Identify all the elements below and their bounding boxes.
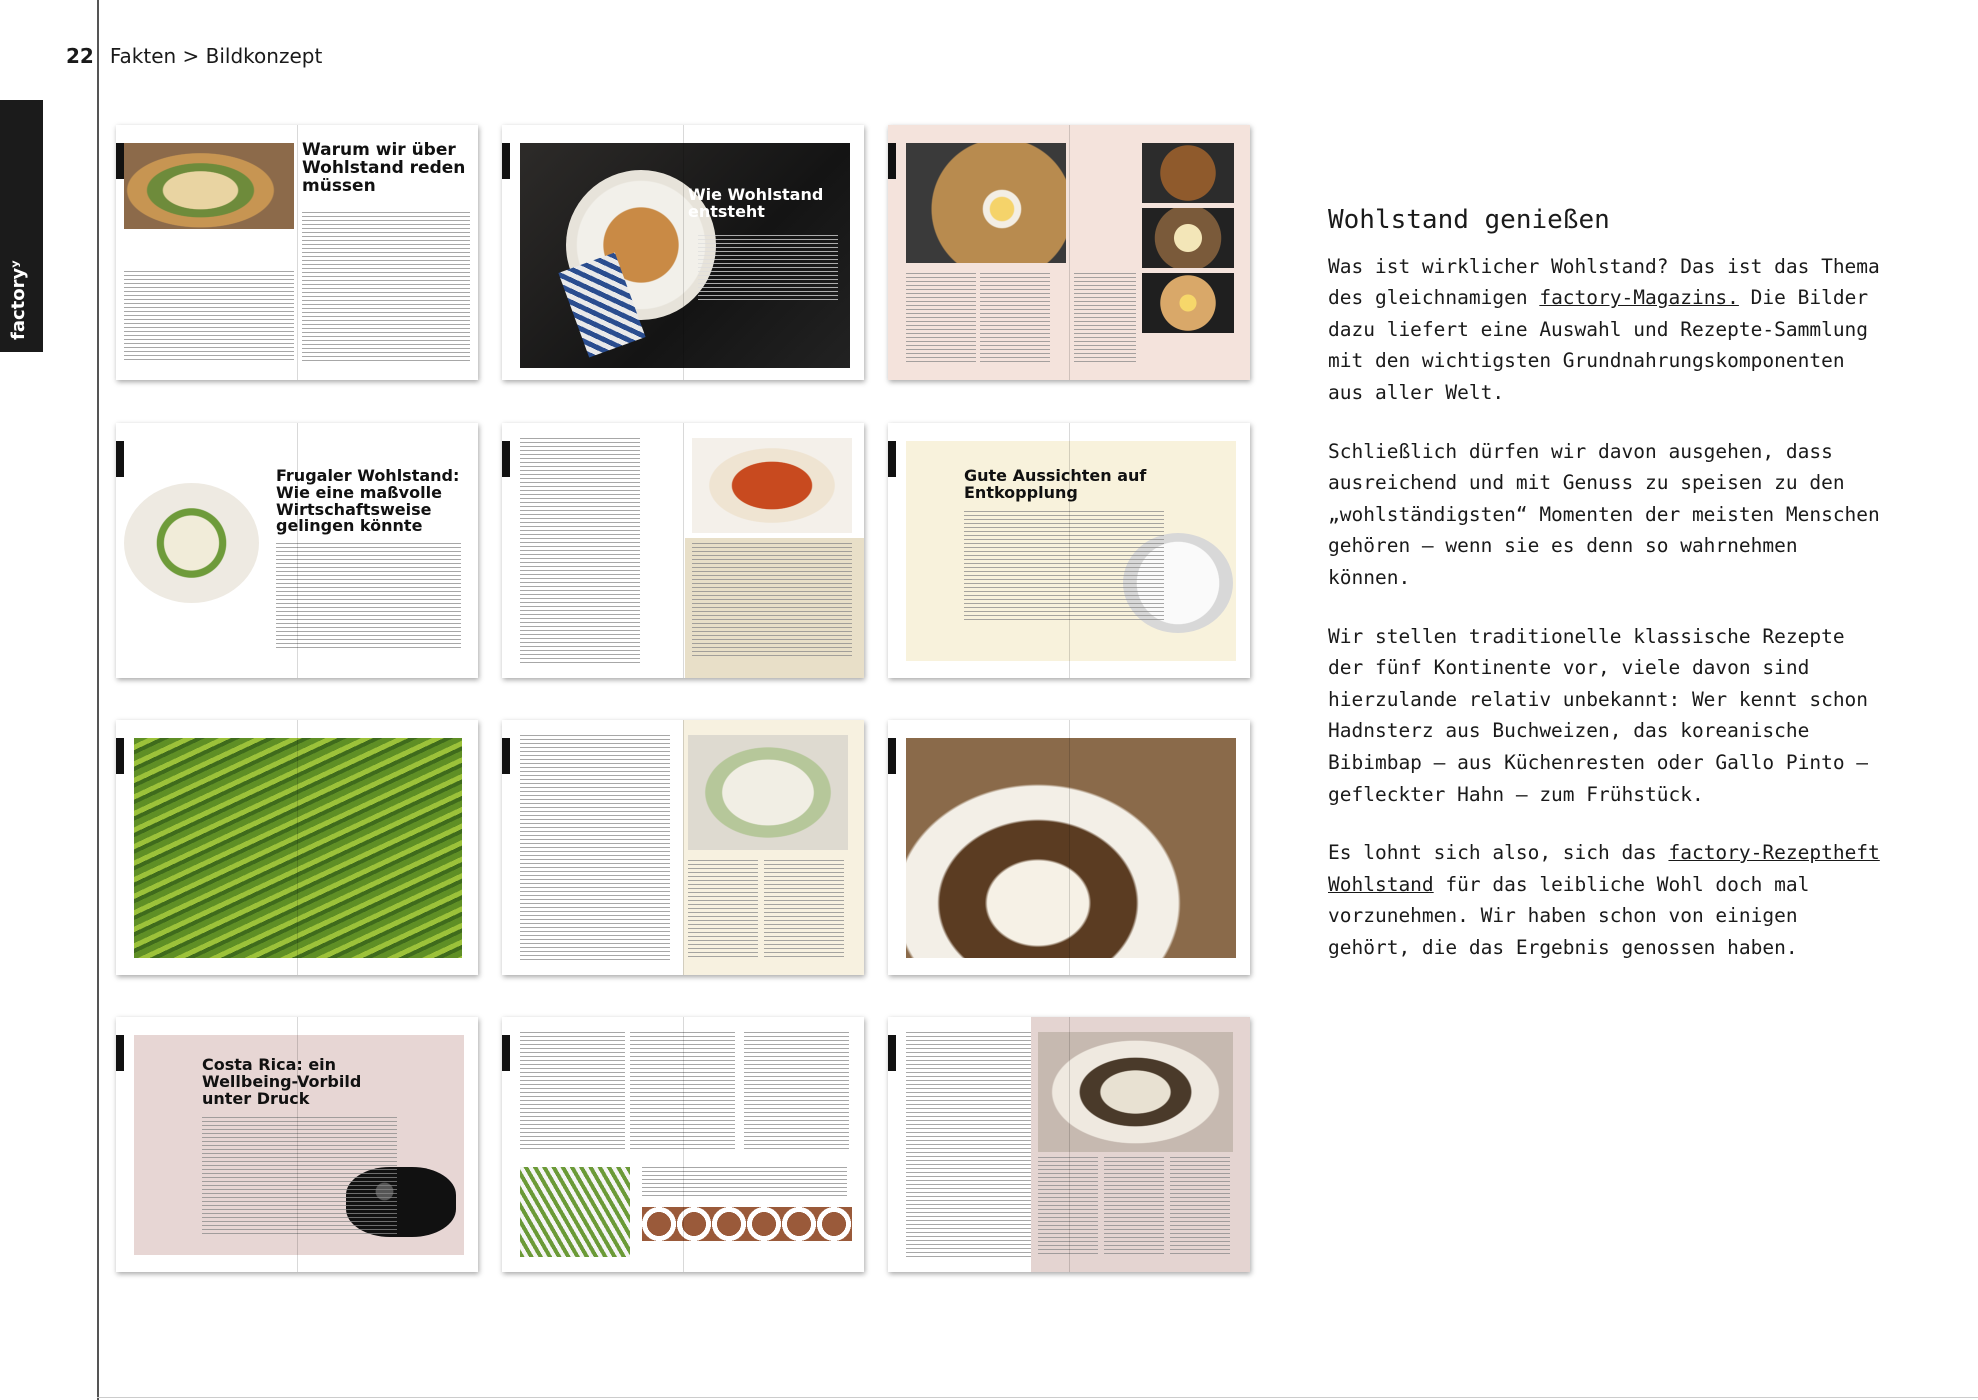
food-photo	[124, 483, 259, 603]
spread-title: Warum wir über Wohlstand reden müssen	[302, 140, 466, 196]
magazine-spread-thumbnail	[888, 720, 1250, 975]
side-tab-label: factoryʸ	[8, 260, 29, 340]
spread-title: Frugaler Wohlstand: Wie eine maßvolle Wirtschaftsweise gelingen könnte	[276, 466, 460, 536]
page-number: 22	[66, 44, 94, 68]
magazine-spread-thumbnail	[116, 423, 478, 678]
magazine-spread-thumbnail	[502, 720, 864, 975]
margin-rule	[97, 0, 99, 1400]
magazine-spread-thumbnail	[502, 125, 864, 380]
food-photo	[906, 143, 1066, 263]
spread-title: Gute Aussichten auf Entkopplung	[964, 466, 1147, 502]
food-photo	[688, 735, 848, 850]
bottom-rule	[97, 1397, 1978, 1398]
food-photo	[1038, 1032, 1233, 1152]
pan-photo	[1142, 208, 1234, 268]
magazine-spread-thumbnail	[888, 423, 1250, 678]
breadcrumb: Fakten > Bildkonzept	[109, 44, 323, 68]
page-header	[66, 44, 322, 68]
pan-photo	[1142, 143, 1234, 203]
article-heading: Wohlstand genießen	[1328, 205, 1610, 235]
magazine-spread-thumbnail	[116, 720, 478, 975]
spread-title: Costa Rica: ein Wellbeing-Vorbild unter Druck	[202, 1055, 362, 1108]
breakfast-photo	[906, 738, 1236, 958]
rice-terraces-photo	[134, 738, 462, 958]
article-paragraph: Es lohnt sich also, sich das factory-Rezeptheft Wohlstand für das leibliche Wohl doch mal vorzunehmen. Wir haben schon von einigen gehört, die das Ergebnis genossen haben.	[1328, 841, 1880, 959]
spread-title: Wie Wohlstand entsteht	[688, 185, 824, 221]
food-photo	[124, 143, 294, 229]
lentils-photo	[642, 1207, 852, 1241]
magazine-spread-thumbnail	[888, 125, 1250, 380]
article-paragraph: Wir stellen traditionelle klassische Rezepte der fünf Kontinente vor, viele davon sind hierzulande relativ unbekannt: Wer kennt schon Hadnsterz aus Buchweizen, das koreanische Bibimbap – aus Küchenresten oder Gallo Pinto – gefleckter Hahn – zum Frühstück.	[1328, 624, 1869, 806]
article-text	[1328, 205, 1888, 990]
article-paragraph: Was ist wirklicher Wohlstand? Das ist das Thema des gleichnamigen factory-Magazins. Die Bilder dazu liefert eine Auswahl und Rezepte-Sammlung mit den wichtigsten Grundnahrungskomponenten aus aller Welt.	[1328, 254, 1880, 404]
magazine-spread-thumbnail	[116, 125, 478, 380]
pan-photo	[1142, 273, 1234, 333]
magazine-spread-thumbnail	[502, 423, 864, 678]
green-beans-photo	[520, 1167, 630, 1257]
article-paragraph: Schließlich dürfen wir davon ausgehen, dass ausreichend und mit Genuss zu speisen zu den „wohlständigsten“ Momenten der meisten Menschen gehören – wenn sie es denn so wahrnehmen können.	[1328, 439, 1880, 589]
magazine-spread-thumbnail	[888, 1017, 1250, 1272]
magazine-spread-thumbnail	[116, 1017, 478, 1272]
food-photo	[692, 438, 852, 533]
recipe-booklet-link[interactable]: factory-Rezeptheft Wohlstand	[1328, 841, 1880, 896]
magazine-spread-thumbnail	[502, 1017, 864, 1272]
magazine-link[interactable]: factory-Magazins.	[1539, 286, 1739, 310]
